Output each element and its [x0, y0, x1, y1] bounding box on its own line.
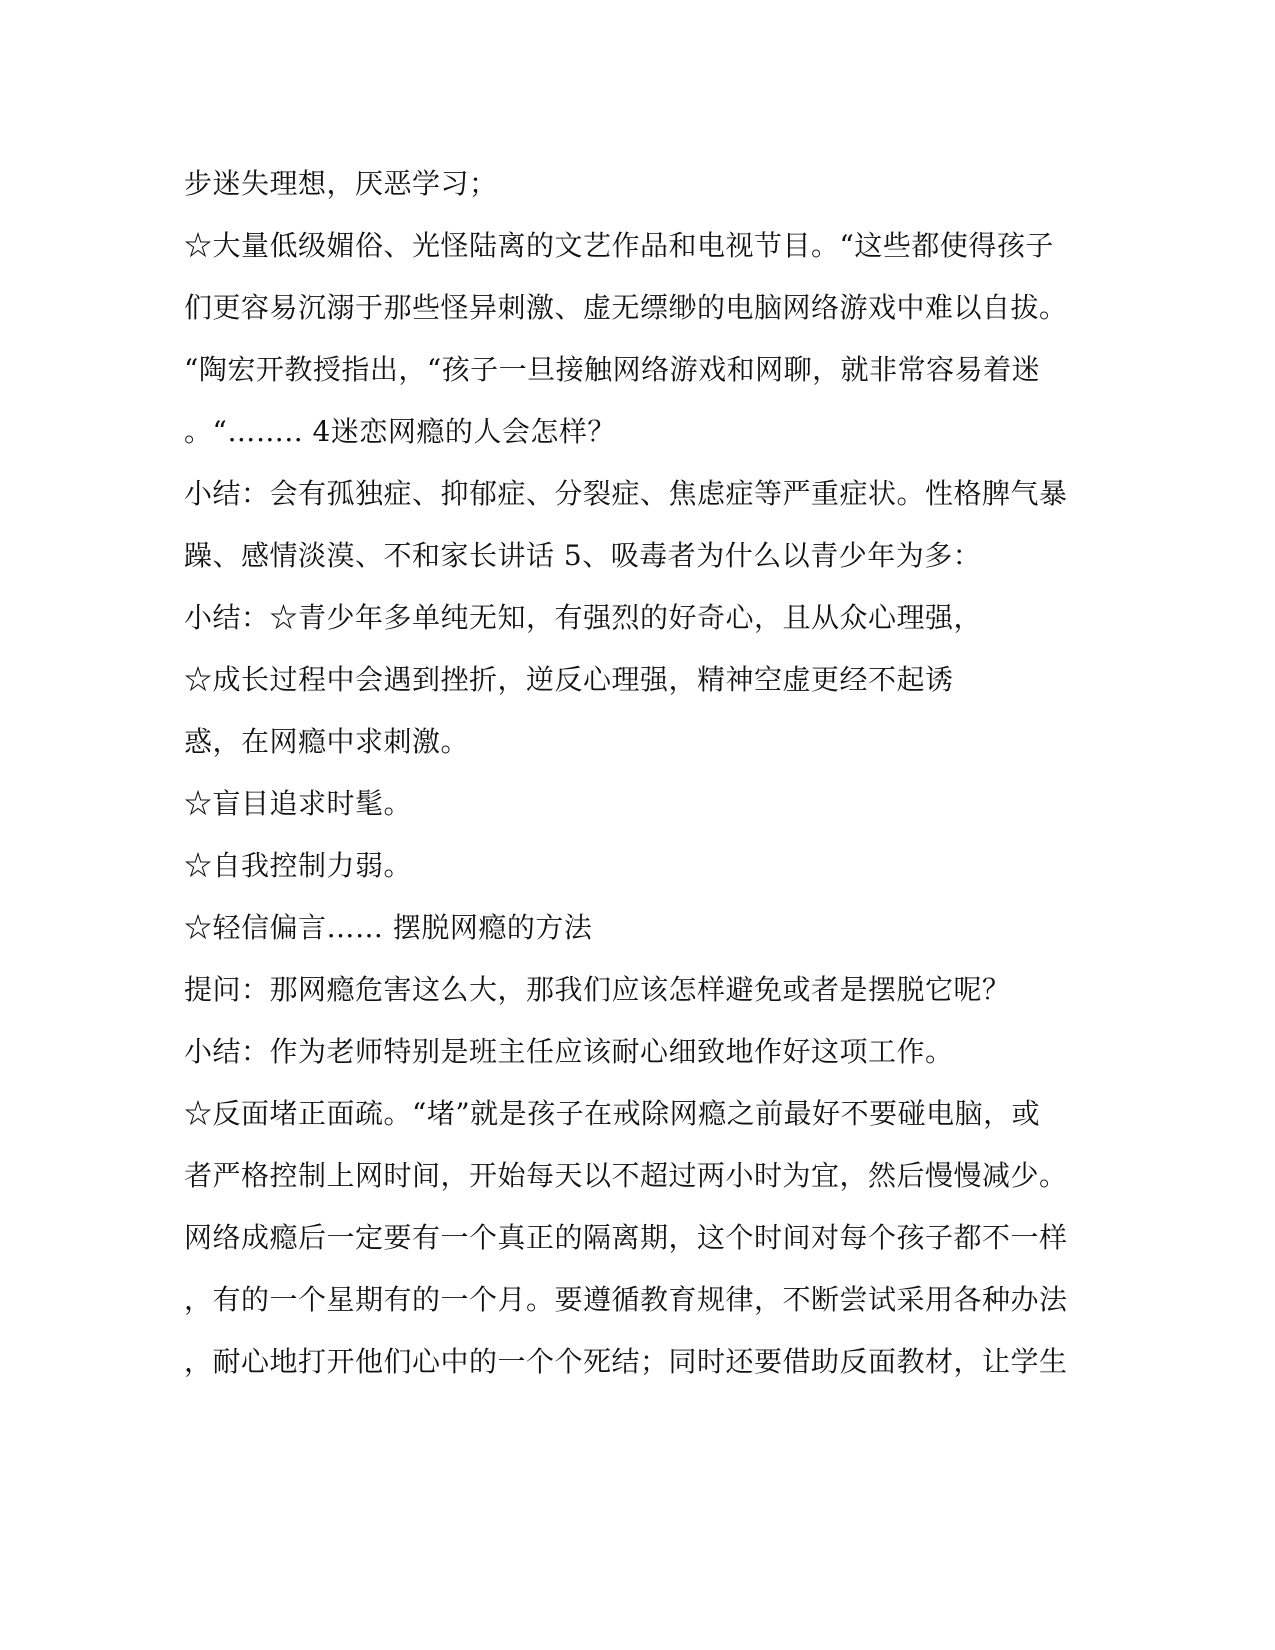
text-line: ☆自我控制力弱。 [184, 849, 413, 882]
text-line: ☆大量低级媚俗、光怪陆离的文艺作品和电视节目。“这些都使得孩子 [184, 229, 1054, 262]
text-line: 小结：作为老师特别是班主任应该耐心细致地作好这项工作。 [184, 1035, 954, 1068]
text-line: “陶宏开教授指出，“孩子一旦接触网络游戏和网聊，就非常容易着迷 [184, 353, 1041, 386]
text-line: ☆轻信偏言…… 摆脱网瘾的方法 [184, 911, 593, 944]
text-line: ☆成长过程中会遇到挫折，逆反心理强，精神空虚更经不起诱 [184, 663, 954, 696]
text-line: 网络成瘾后一定要有一个真正的隔离期，这个时间对每个孩子都不一样 [184, 1221, 1068, 1254]
text-line: 们更容易沉溺于那些怪异刺激、虚无缥缈的电脑网络游戏中难以自拔。 [184, 291, 1068, 324]
text-line: 步迷失理想，厌恶学习； [184, 167, 498, 200]
text-line: ，耐心地打开他们心中的一个个死结；同时还要借助反面教材，让学生 [184, 1345, 1068, 1378]
text-line: 者严格控制上网时间，开始每天以不超过两小时为宜，然后慢慢减少。 [184, 1159, 1068, 1192]
text-line: ☆反面堵正面疏。“堵”就是孩子在戒除网瘾之前最好不要碰电脑，或 [184, 1097, 1041, 1130]
text-line: 小结：会有孤独症、抑郁症、分裂症、焦虑症等严重症状。性格脾气暴 [184, 477, 1068, 510]
text-line: 。“…….. 4迷恋网瘾的人会怎样？ [184, 415, 616, 448]
text-line: 提问：那网瘾危害这么大，那我们应该怎样避免或者是摆脱它呢？ [184, 973, 1011, 1006]
text-line: 小结：☆青少年多单纯无知，有强烈的好奇心，且从众心理强， [184, 601, 983, 634]
text-line: 惑，在网瘾中求刺激。 [184, 725, 470, 758]
text-line: ☆盲目追求时髦。 [184, 787, 413, 820]
text-line: ，有的一个星期有的一个月。要遵循教育规律，不断尝试采用各种办法 [184, 1283, 1068, 1316]
text-line: 躁、感情淡漠、不和家长讲话 5、吸毒者为什么以青少年为多： [184, 539, 982, 572]
